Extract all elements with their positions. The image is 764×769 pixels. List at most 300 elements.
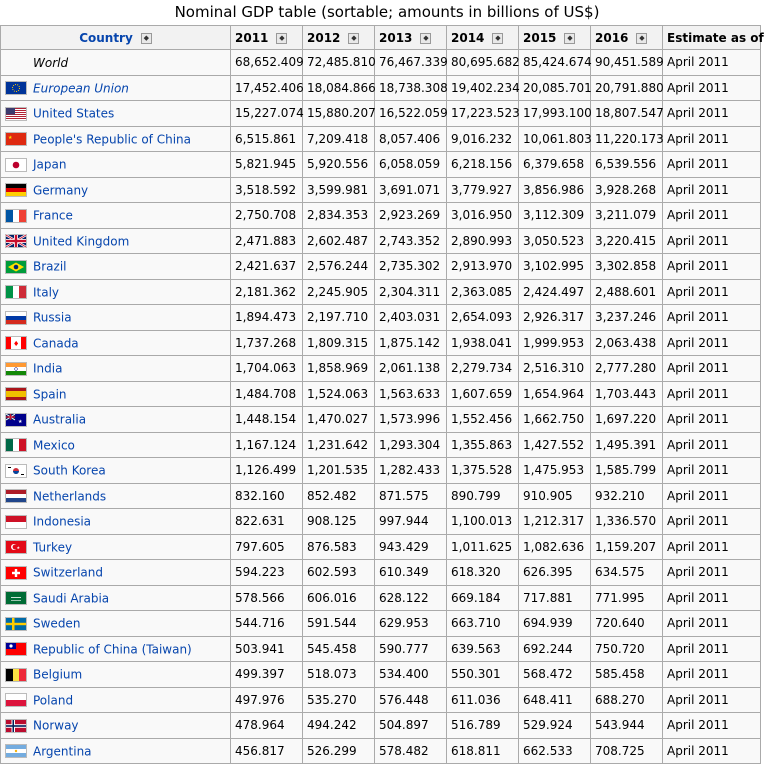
gdp-value-cell: 2,421.637 [231,254,303,280]
gdp-value-cell: 1,212.317 [519,509,591,535]
gdp-value-cell: 797.605 [231,534,303,560]
gdp-value-cell: 3,302.858 [591,254,663,280]
country-name-link[interactable]: Spain [33,387,67,401]
estimate-cell: April 2011 [663,509,761,535]
gdp-value-cell: 708.725 [591,738,663,764]
column-header-label: 2012 [307,30,341,45]
table-row [1,381,761,407]
gdp-value-cell: 518.073 [303,662,375,688]
table-row [1,407,761,433]
country-cell [1,432,231,458]
gdp-value-cell: 20,791.880 [591,75,663,101]
flag-pl-icon [5,693,27,707]
table-row [1,585,761,611]
estimate-cell: April 2011 [663,687,761,713]
country-name-link[interactable]: Russia [33,310,72,325]
table-row [1,687,761,713]
gdp-value-cell: 5,821.945 [231,152,303,178]
gdp-value-cell: 890.799 [447,483,519,509]
gdp-value-cell: 497.976 [231,687,303,713]
flag-tr-icon [5,540,27,554]
flag-gb-icon [5,234,27,248]
flag-fr-icon [5,209,27,223]
gdp-value-cell: 80,695.682 [447,50,519,76]
svg-text:★: ★ [18,418,23,425]
table-row [1,279,761,305]
table-caption: Nominal GDP table (sortable; amounts in billions of US$) [174,3,600,21]
country-cell [1,381,231,407]
table-row [1,534,761,560]
gdp-value-cell: 1,573.996 [375,407,447,433]
gdp-table [0,25,764,764]
gdp-value-cell: 2,063.438 [591,330,663,356]
gdp-value-cell: 1,524.063 [303,381,375,407]
country-name-link[interactable]: France [33,208,73,223]
country-name-link[interactable]: Switzerland [33,565,103,580]
country-cell [1,254,231,280]
gdp-value-cell: 1,011.625 [447,534,519,560]
gdp-value-cell: 578.482 [375,738,447,764]
estimate-cell: April 2011 [663,381,761,407]
column-header-year[interactable] [519,26,591,50]
gdp-value-cell: 720.640 [591,611,663,637]
gdp-value-cell: 908.125 [303,509,375,535]
gdp-value-cell: 6,539.556 [591,152,663,178]
gdp-value-cell: 76,467.339 [375,50,447,76]
estimate-cell: April 2011 [663,407,761,433]
gdp-value-cell: 1,427.552 [519,432,591,458]
gdp-value-cell: 2,279.734 [447,356,519,382]
gdp-value-cell: 16,522.059 [375,101,447,127]
country-cell [1,509,231,535]
flag-nl-icon [5,489,27,503]
flag-be-icon [5,668,27,682]
table-row [1,126,761,152]
column-header-year[interactable] [231,26,303,50]
gdp-value-cell: 610.349 [375,560,447,586]
gdp-value-cell: 499.397 [231,662,303,688]
country-name-link[interactable]: Poland [33,693,74,707]
sort-toggle-icon[interactable]: ◆ [141,33,152,44]
gdp-value-cell: 545.458 [303,636,375,662]
column-header-year[interactable] [303,26,375,50]
gdp-value-cell: 2,181.362 [231,279,303,305]
gdp-value-cell: 3,112.309 [519,203,591,229]
table-row [1,356,761,382]
column-header-label: Estimate as of [667,30,764,45]
gdp-value-cell: 626.395 [519,560,591,586]
table-row [1,483,761,509]
gdp-value-cell: 910.905 [519,483,591,509]
country-name-link[interactable]: Norway [33,718,79,733]
gdp-value-cell: 1,282.433 [375,458,447,484]
gdp-value-cell: 17,223.523 [447,101,519,127]
gdp-value-cell: 1,809.315 [303,330,375,356]
estimate-cell: April 2011 [663,636,761,662]
gdp-value-cell: 2,926.317 [519,305,591,331]
column-header-year[interactable] [447,26,519,50]
gdp-value-cell: 2,834.353 [303,203,375,229]
table-row [1,101,761,127]
gdp-value-cell: 3,856.986 [519,177,591,203]
gdp-value-cell: 2,913.970 [447,254,519,280]
gdp-value-cell: 5,920.556 [303,152,375,178]
estimate-cell: April 2011 [663,254,761,280]
estimate-cell: April 2011 [663,228,761,254]
estimate-cell: April 2011 [663,50,761,76]
flag-cn-icon [5,132,27,146]
estimate-cell: April 2011 [663,560,761,586]
gdp-value-cell: 17,452.406 [231,75,303,101]
gdp-value-cell: 2,424.497 [519,279,591,305]
country-cell [1,713,231,739]
gdp-value-cell: 20,085.701 [519,75,591,101]
column-header-label: 2014 [451,30,485,45]
country-name-link[interactable]: Netherlands [33,489,107,503]
estimate-cell: April 2011 [663,738,761,764]
gdp-value-cell: 534.400 [375,662,447,688]
gdp-value-cell: 1,737.268 [231,330,303,356]
gdp-value-cell: 2,403.031 [375,305,447,331]
gdp-value-cell: 606.016 [303,585,375,611]
estimate-cell: April 2011 [663,356,761,382]
gdp-value-cell: 2,735.302 [375,254,447,280]
gdp-value-cell: 2,654.093 [447,305,519,331]
gdp-value-cell: 611.036 [447,687,519,713]
svg-text:★: ★ [8,135,13,141]
table-row [1,738,761,764]
gdp-value-cell: 2,471.883 [231,228,303,254]
table-body [1,50,761,764]
gdp-value-cell: 648.411 [519,687,591,713]
gdp-value-cell: 526.299 [303,738,375,764]
sort-toggle-icon[interactable]: ◆ [564,33,575,44]
country-name-link[interactable]: People's Republic of China [33,132,191,146]
gdp-value-cell: 822.631 [231,509,303,535]
gdp-value-cell: 494.242 [303,713,375,739]
country-name-link[interactable]: Sweden [33,616,81,631]
gdp-value-cell: 6,218.156 [447,152,519,178]
country-name-link[interactable]: Saudi Arabia [33,591,110,605]
country-cell [1,50,231,76]
estimate-cell: April 2011 [663,483,761,509]
sort-toggle-icon[interactable]: ◆ [492,33,503,44]
gdp-value-cell: 1,375.528 [447,458,519,484]
gdp-value-cell: 1,484.708 [231,381,303,407]
country-name-link[interactable]: Belgium [33,667,83,682]
estimate-cell: April 2011 [663,101,761,127]
country-name-link[interactable]: Italy [33,285,60,299]
country-cell [1,687,231,713]
country-cell [1,279,231,305]
country-name-link[interactable]: United States [33,106,115,121]
gdp-value-cell: 662.533 [519,738,591,764]
gdp-value-cell: 2,750.708 [231,203,303,229]
country-cell [1,356,231,382]
estimate-cell: April 2011 [663,203,761,229]
flag-ar-icon [5,744,27,758]
column-header-label: 2016 [595,30,629,45]
estimate-cell: April 2011 [663,534,761,560]
estimate-cell: April 2011 [663,585,761,611]
gdp-value-cell: 871.575 [375,483,447,509]
column-header-label: 2015 [523,30,557,45]
gdp-value-cell: 2,245.905 [303,279,375,305]
gdp-value-cell: 18,807.547 [591,101,663,127]
sort-toggle-icon[interactable]: ◆ [420,33,431,44]
country-name-link[interactable]: Mexico [33,438,75,452]
gdp-value-cell: 602.593 [303,560,375,586]
gdp-value-cell: 1,082.636 [519,534,591,560]
gdp-value-cell: 516.789 [447,713,519,739]
svg-text:♦: ♦ [13,340,20,348]
gdp-value-cell: 852.482 [303,483,375,509]
gdp-value-cell: 717.881 [519,585,591,611]
table-row [1,458,761,484]
gdp-value-cell: 1,875.142 [375,330,447,356]
country-name-link[interactable]: Japan [33,157,67,172]
gdp-value-cell: 3,691.071 [375,177,447,203]
column-header-estimate[interactable] [663,26,764,50]
estimate-cell: April 2011 [663,305,761,331]
country-cell [1,228,231,254]
gdp-value-cell: 456.817 [231,738,303,764]
gdp-value-cell: 3,599.981 [303,177,375,203]
gdp-value-cell: 1,938.041 [447,330,519,356]
gdp-value-cell: 1,894.473 [231,305,303,331]
country-name-link[interactable]: United Kingdom [33,234,130,248]
gdp-value-cell: 594.223 [231,560,303,586]
gdp-value-cell: 11,220.173 [591,126,663,152]
gdp-value-cell: 1,703.443 [591,381,663,407]
gdp-value-cell: 1,448.154 [231,407,303,433]
gdp-value-cell: 18,084.866 [303,75,375,101]
table-row [1,662,761,688]
gdp-value-cell: 1,495.391 [591,432,663,458]
column-header-year[interactable] [591,26,663,50]
flag-tw-icon [5,642,27,656]
estimate-cell: April 2011 [663,126,761,152]
gdp-value-cell: 1,999.953 [519,330,591,356]
flag-de-icon [5,183,27,197]
gdp-value-cell: 1,355.863 [447,432,519,458]
country-cell [1,585,231,611]
table-row [1,50,761,76]
gdp-value-cell: 2,602.487 [303,228,375,254]
column-header-year[interactable] [375,26,447,50]
gdp-value-cell: 2,197.710 [303,305,375,331]
gdp-value-cell: 832.160 [231,483,303,509]
gdp-value-cell: 692.244 [519,636,591,662]
gdp-value-cell: 2,061.138 [375,356,447,382]
gdp-value-cell: 669.184 [447,585,519,611]
gdp-value-cell: 618.811 [447,738,519,764]
column-header-country[interactable] [1,26,231,50]
country-cell [1,662,231,688]
country-cell [1,75,231,101]
estimate-cell: April 2011 [663,611,761,637]
gdp-value-cell: 629.953 [375,611,447,637]
country-cell [1,611,231,637]
flag-kr-icon [5,464,27,478]
gdp-value-cell: 639.563 [447,636,519,662]
estimate-cell: April 2011 [663,458,761,484]
gdp-value-cell: 543.944 [591,713,663,739]
gdp-value-cell: 2,743.352 [375,228,447,254]
gdp-value-cell: 2,488.601 [591,279,663,305]
table-row [1,713,761,739]
gdp-value-cell: 15,227.074 [231,101,303,127]
estimate-cell: April 2011 [663,177,761,203]
flag-eu-icon [5,81,27,95]
gdp-value-cell: 590.777 [375,636,447,662]
gdp-value-cell: 2,363.085 [447,279,519,305]
country-cell [1,177,231,203]
gdp-value-cell: 544.716 [231,611,303,637]
flag-ru-icon [5,311,27,325]
gdp-value-cell: 585.458 [591,662,663,688]
gdp-value-cell: 478.964 [231,713,303,739]
flag-id-icon [5,515,27,529]
gdp-value-cell: 1,552.456 [447,407,519,433]
gdp-value-cell: 2,304.311 [375,279,447,305]
country-cell [1,534,231,560]
flag-se-icon [5,617,27,631]
gdp-value-cell: 3,928.268 [591,177,663,203]
estimate-cell: April 2011 [663,279,761,305]
gdp-value-cell: 3,518.592 [231,177,303,203]
gdp-value-cell: 529.924 [519,713,591,739]
table-row [1,203,761,229]
gdp-value-cell: 85,424.674 [519,50,591,76]
table-row [1,228,761,254]
gdp-value-cell: 578.566 [231,585,303,611]
gdp-value-cell: 1,231.642 [303,432,375,458]
gdp-value-cell: 15,880.207 [303,101,375,127]
gdp-value-cell: 1,697.220 [591,407,663,433]
country-name-link[interactable]: Germany [33,183,89,197]
gdp-value-cell: 694.939 [519,611,591,637]
gdp-value-cell: 1,858.969 [303,356,375,382]
flag-ca-icon [5,336,27,350]
gdp-value-cell: 1,470.027 [303,407,375,433]
country-name-link[interactable]: European Union [33,81,129,95]
flag-it-icon [5,285,27,299]
table-row [1,177,761,203]
country-cell [1,203,231,229]
estimate-cell: April 2011 [663,432,761,458]
flag-au-icon [5,413,27,427]
gdp-value-cell: 688.270 [591,687,663,713]
gdp-value-cell: 1,475.953 [519,458,591,484]
gdp-value-cell: 932.210 [591,483,663,509]
estimate-cell: April 2011 [663,662,761,688]
country-name-link[interactable]: Indonesia [33,514,92,529]
country-name-link[interactable]: South Korea [33,463,106,478]
gdp-value-cell: 1,100.013 [447,509,519,535]
flag-no-icon [5,719,27,733]
country-name-link[interactable]: Argentina [33,744,92,758]
estimate-cell: April 2011 [663,713,761,739]
country-name-link[interactable]: Turkey [33,540,73,554]
country-cell [1,101,231,127]
country-name: World [33,55,69,70]
country-cell [1,305,231,331]
gdp-value-cell: 943.429 [375,534,447,560]
gdp-value-cell: 771.995 [591,585,663,611]
table-row [1,152,761,178]
country-cell [1,560,231,586]
country-cell [1,126,231,152]
country-name-link[interactable]: Brazil [33,259,67,274]
gdp-value-cell: 7,209.418 [303,126,375,152]
gdp-value-cell: 1,654.964 [519,381,591,407]
gdp-value-cell: 1,607.659 [447,381,519,407]
table-row [1,611,761,637]
gdp-value-cell: 568.472 [519,662,591,688]
country-name-link[interactable]: Australia [33,412,87,427]
gdp-value-cell: 663.710 [447,611,519,637]
gdp-value-cell: 1,585.799 [591,458,663,484]
table-row [1,432,761,458]
country-name-link[interactable]: Republic of China (Taiwan) [33,642,192,656]
gdp-value-cell: 2,890.993 [447,228,519,254]
gdp-value-cell: 19,402.234 [447,75,519,101]
country-cell [1,407,231,433]
table-row [1,636,761,662]
country-name-link[interactable]: India [33,361,63,376]
gdp-value-cell: 3,102.995 [519,254,591,280]
gdp-value-cell: 3,016.950 [447,203,519,229]
country-cell [1,483,231,509]
flag-mx-icon [5,438,27,452]
gdp-value-cell: 3,050.523 [519,228,591,254]
sort-toggle-icon[interactable]: ◆ [276,33,287,44]
gdp-value-cell: 503.941 [231,636,303,662]
flag-br-icon [5,260,27,274]
gdp-value-cell: 1,662.750 [519,407,591,433]
gdp-value-cell: 3,211.079 [591,203,663,229]
gdp-value-cell: 2,777.280 [591,356,663,382]
estimate-cell: April 2011 [663,152,761,178]
table-row [1,305,761,331]
table-row [1,254,761,280]
gdp-value-cell: 2,576.244 [303,254,375,280]
gdp-value-cell: 628.122 [375,585,447,611]
country-cell [1,330,231,356]
gdp-value-cell: 1,704.063 [231,356,303,382]
gdp-value-cell: 72,485.810 [303,50,375,76]
country-cell [1,152,231,178]
gdp-value-cell: 68,652.409 [231,50,303,76]
country-name-link[interactable]: Canada [33,336,79,350]
gdp-value-cell: 18,738.308 [375,75,447,101]
sort-toggle-icon[interactable]: ◆ [348,33,359,44]
gdp-value-cell: 634.575 [591,560,663,586]
gdp-value-cell: 1,159.207 [591,534,663,560]
estimate-cell: April 2011 [663,330,761,356]
gdp-value-cell: 10,061.803 [519,126,591,152]
gdp-value-cell: 1,126.499 [231,458,303,484]
gdp-value-cell: 1,563.633 [375,381,447,407]
gdp-value-cell: 550.301 [447,662,519,688]
header-row [1,26,761,50]
sort-toggle-icon[interactable]: ◆ [636,33,647,44]
gdp-value-cell: 3,220.415 [591,228,663,254]
gdp-value-cell: 1,336.570 [591,509,663,535]
flag-us-icon [5,107,27,121]
column-header-label: 2011 [235,30,269,45]
